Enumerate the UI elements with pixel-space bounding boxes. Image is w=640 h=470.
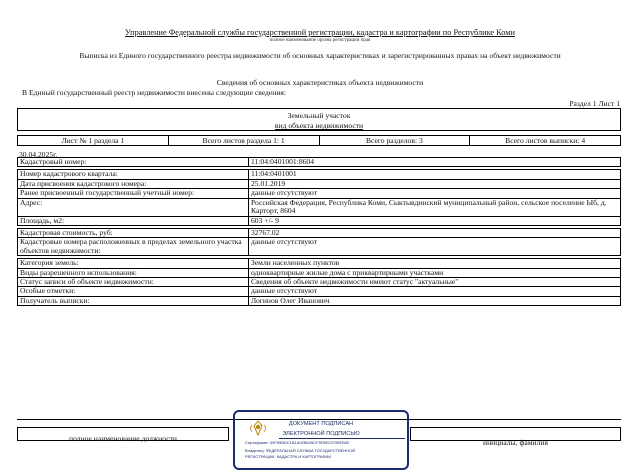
- object-name: Земельный участок: [287, 111, 351, 120]
- row-value: 32767.02: [249, 229, 621, 238]
- name-caption: инициалы, фамилия: [410, 427, 621, 441]
- row-key: Получатель выписки:: [18, 296, 249, 305]
- object-header: [17, 108, 621, 131]
- object-kind: вид объекта недвижимости: [274, 121, 364, 130]
- table-row: [18, 287, 621, 296]
- row-key: Кадастровый номер:: [18, 158, 249, 167]
- table-row: [18, 278, 621, 287]
- row-key: Адрес:: [18, 198, 249, 216]
- extract-title: Выписка из Единого государственного реестра недвижимости об основных характеристиках и зарегистрированных правах на объект недвижимости: [79, 51, 561, 60]
- table-row: [18, 296, 621, 305]
- table-row: [18, 259, 621, 268]
- total-sheets: Всего листов выписки: 4: [505, 136, 586, 145]
- row-key: Ранее присвоенный государственный учетный номер:: [18, 189, 249, 198]
- row-value: Земли населенных пунктов: [249, 259, 621, 268]
- table-row: [18, 189, 621, 198]
- row-value: одноквартирные жилые дома с приквартирными участками: [249, 268, 621, 277]
- stamp-subtitle: ЭЛЕКТРОННОЙ ПОДПИСЬЮ: [282, 431, 360, 437]
- sheet-info-bar: [17, 135, 621, 146]
- row-value: данные отсутствуют: [249, 238, 621, 256]
- table-row: [18, 238, 621, 256]
- table-row: [18, 170, 621, 179]
- table-row: [18, 158, 621, 167]
- agency-name: Управление Федеральной службы государственной регистрации, кадастра и картографии по Республике Коми: [125, 28, 515, 37]
- row-key: Кадастровая стоимость, руб:: [18, 229, 249, 238]
- stamp-owner-line1: Владелец: ФЕДЕРАЛЬНАЯ СЛУЖБА ГОСУДАРСТВЕННОЙ: [245, 448, 356, 453]
- section-label: Раздел 1 Лист 1: [569, 99, 620, 108]
- row-key: Категория земель:: [18, 259, 249, 268]
- stamp-owner-line2: РЕГИСТРАЦИИ, КАДАСТРА И КАРТОГРАФИИ: [245, 454, 332, 459]
- extract-date: 30.04.2025г.: [19, 150, 58, 159]
- info-title: Сведения об основных характеристиках объекта недвижимости: [216, 78, 424, 87]
- position-caption: полное наименование должности: [17, 427, 229, 441]
- row-key: Виды разрешенного использования:: [18, 268, 249, 277]
- row-value: Сведения об объекте недвижимости имеют статус "актуальные": [249, 278, 621, 287]
- stamp-title: ДОКУМЕНТ ПОДПИСАН: [288, 421, 354, 427]
- characteristics-table: [17, 157, 621, 306]
- row-value: Логинов Олег Иванович: [249, 296, 621, 305]
- section-sheets: Всего листов раздела 1: 1: [169, 136, 320, 145]
- row-key: Особые отметки:: [18, 287, 249, 296]
- row-value: данные отсутствуют: [249, 287, 621, 296]
- sheet-number: Лист № 1 раздела 1: [18, 136, 169, 145]
- total-sections: Всего разделов: 3: [320, 136, 471, 145]
- row-value: 25.01.2019: [249, 179, 621, 188]
- row-value: 11:04:0401001: [249, 170, 621, 179]
- row-value: данные отсутствуют: [249, 189, 621, 198]
- table-row: [18, 198, 621, 216]
- row-value: 11:04:0401001:8604: [249, 158, 621, 167]
- stamp-divider: [279, 438, 405, 439]
- electronic-signature-stamp: [233, 410, 409, 470]
- row-key: Кадастровые номера расположенных в пределах земельного участка объектов недвижимости:: [18, 238, 249, 256]
- row-key: Дата присвоения кадастрового номера:: [18, 179, 249, 188]
- row-key: Статус записи об объекте недвижимости:: [18, 278, 249, 287]
- row-value: Российская Федерация, Республика Коми, Сыктывдинский муниципальный район, сельское поселение Ыб, д. Карторт, 8604: [249, 198, 621, 216]
- agency-caption: полное наименование органа регистрации прав: [269, 38, 371, 43]
- table-row: [18, 216, 621, 225]
- row-key: Площадь, м2:: [18, 216, 249, 225]
- row-key: Номер кадастрового квартала:: [18, 170, 249, 179]
- registry-note: В Единый государственный реестр недвижимости внесены следующие сведения:: [22, 88, 286, 97]
- row-value: 603 +/- 9: [249, 216, 621, 225]
- stamp-certificate: Сертификат: 00F89BDC1B1A02B649CF5F8E2370BFB50: [245, 440, 350, 445]
